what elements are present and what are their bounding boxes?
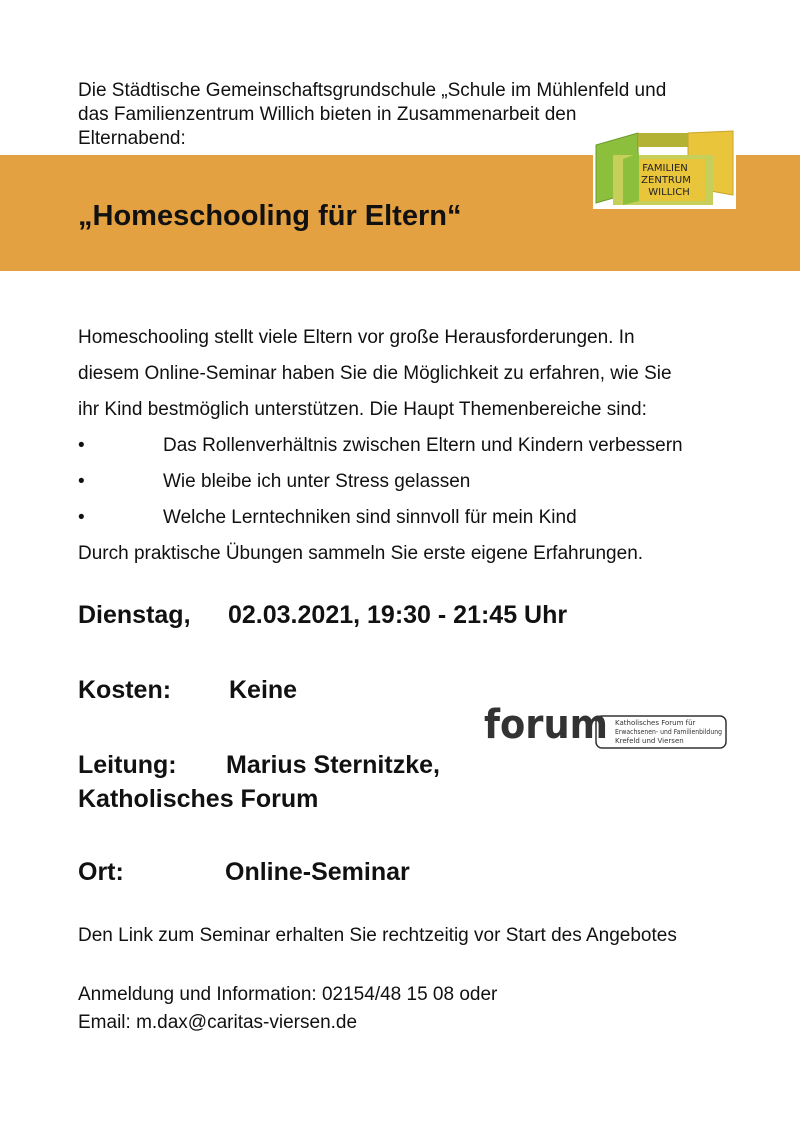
contact-line: Anmeldung und Information: 02154/48 15 08 oder [78,984,498,1005]
bullet-icon: • [78,435,85,456]
logo-text-line: FAMILIEN [642,163,688,174]
bullet-item [78,464,778,500]
familienzentrum-logo [593,129,736,209]
forum-logo-line: Krefeld und Viersen [615,737,684,745]
familienzentrum-logo-graphic [593,129,736,209]
bullet-text: Das Rollenverhältnis zwischen Eltern und Kindern verbessern [163,435,683,456]
link-note: Den Link zum Seminar erhalten Sie rechtzeitig vor Start des Angebotes [78,925,677,946]
intro-line: das Familienzentrum Willich bieten in Zusammenarbeit den [78,104,577,125]
forum-logo-graphic [484,702,730,752]
cost-value: Keine [229,676,298,704]
logo-text-line: ZENTRUM [641,175,691,186]
logo-text-line: WILLICH [648,187,690,198]
description [78,320,778,572]
bullet-icon: • [78,471,85,492]
cost-row [78,674,478,706]
description-closing: Durch praktische Übungen sammeln Sie erste eigene Erfahrungen. [78,543,644,564]
date-label: Dienstag, [78,601,191,629]
bullet-item [78,500,778,536]
intro-line: Elternabend: [78,128,186,149]
intro-line: Die Städtische Gemeinschaftsgrundschule „Schule im Mühlenfeld und [78,80,667,101]
date-row [78,599,678,631]
bullet-icon: • [78,507,85,528]
place-row [78,856,478,888]
place-label: Ort: [78,858,124,886]
description-line: Homeschooling stellt viele Eltern vor große Herausforderungen. In [78,327,635,348]
cost-label: Kosten: [78,676,172,704]
lead-org: Katholisches Forum [78,785,319,813]
date-value: 02.03.2021, 19:30 - 21:45 Uhr [228,601,568,629]
page-title: „Homeschooling für Eltern“ [78,200,462,232]
lead-label: Leitung: [78,751,177,779]
lead-value: Marius Sternitzke, [226,751,440,779]
bullet-item [78,428,778,464]
forum-logo-line: Katholisches Forum für [615,719,696,727]
description-line: ihr Kind bestmöglich unterstützen. Die Haupt Themenbereiche sind: [78,399,647,420]
description-line: diesem Online-Seminar haben Sie die Möglichkeit zu erfahren, wie Sie [78,363,672,384]
lead-row [78,749,478,781]
place-value: Online-Seminar [225,858,410,886]
lead-org-row [78,783,478,815]
forum-logo [484,702,730,752]
forum-logo-line: Erwachsenen- und Familienbildung [615,728,722,736]
forum-wordmark: forum [484,702,608,748]
bullet-text: Wie bleibe ich unter Stress gelassen [163,471,471,492]
email-line: Email: m.dax@caritas-viersen.de [78,1012,358,1033]
bullet-text: Welche Lerntechniken sind sinnvoll für mein Kind [163,507,577,528]
